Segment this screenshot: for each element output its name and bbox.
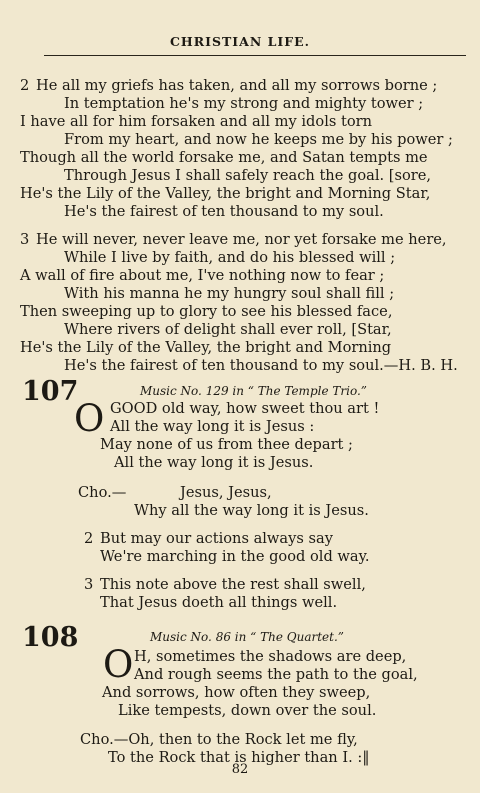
verse-line: That Jesus doeth all things well. — [100, 594, 338, 611]
verse-line: Through Jesus I shall safely reach the goal. [sore, — [64, 167, 431, 184]
verse-line: Where rivers of delight shall ever roll, [Star, — [64, 321, 392, 338]
verse-line: He's the fairest of ten thousand to my soul.—H. B. H. — [64, 357, 458, 374]
hymn-number: 108 — [22, 622, 79, 653]
verse-line: H, sometimes the shadows are deep, — [134, 648, 407, 665]
verse-number: 2 — [84, 530, 94, 547]
drop-cap: O — [74, 397, 105, 440]
verse-line: With his manna he my hungry soul shall fill ; — [64, 285, 395, 302]
verse-line: He's the Lily of the Valley, the bright and Morning Star, — [20, 185, 431, 202]
verse-line: He's the Lily of the Valley, the bright and Morning — [20, 339, 392, 356]
chorus-line: To the Rock that is higher than I. :‖ — [108, 749, 370, 766]
verse-line: While I live by faith, and do his blessed will ; — [64, 249, 396, 266]
page-number: 82 — [231, 762, 249, 777]
chorus-line: Why all the way long it is Jesus. — [134, 502, 369, 519]
verse-line: Like tempests, down over the soul. — [118, 702, 377, 719]
verse-line: A wall of fire about me, I've nothing now to fear ; — [20, 267, 385, 284]
verse-line: From my heart, and now he keeps me by his power ; — [64, 131, 453, 148]
music-reference: Music No. 129 in “ The Temple Trio.” — [140, 384, 367, 398]
verse-line: I have all for him forsaken and all my idols torn — [20, 113, 373, 130]
verse-line: In temptation he's my strong and mighty tower ; — [64, 95, 424, 112]
page-header: CHRISTIAN LIFE. — [169, 34, 311, 49]
hymn-number: 107 — [22, 376, 79, 407]
verse-line: And sorrows, how often they sweep, — [102, 684, 371, 701]
verse-line: We're marching in the good old way. — [100, 548, 370, 565]
verse-line: He will never, never leave me, nor yet forsake me here, — [36, 231, 447, 248]
chorus-line: Cho.—Oh, then to the Rock let me fly, — [80, 731, 358, 748]
verse-line: Though all the world forsake me, and Satan tempts me — [20, 149, 428, 166]
chorus-label: Cho.— — [78, 484, 127, 501]
verse-line: All the way long it is Jesus. — [114, 454, 314, 471]
verse-line: This note above the rest shall swell, — [100, 576, 366, 593]
verse-line: He all my griefs has taken, and all my sorrows borne ; — [36, 77, 438, 94]
verse-line: GOOD old way, how sweet thou art ! — [110, 400, 380, 417]
verse-line: May none of us from thee depart ; — [100, 436, 353, 453]
header-rule — [44, 55, 466, 56]
verse-line: He's the fairest of ten thousand to my soul. — [64, 203, 384, 220]
verse-line: Then sweeping up to glory to see his blessed face, — [20, 303, 393, 320]
drop-cap: O — [103, 643, 134, 686]
verse-number: 3 — [20, 231, 30, 248]
verse-number: 3 — [84, 576, 94, 593]
chorus-line: Jesus, Jesus, — [180, 484, 272, 501]
verse-number: 2 — [20, 77, 30, 94]
verse-line: But may our actions always say — [100, 530, 333, 547]
verse-line: And rough seems the path to the goal, — [134, 666, 418, 683]
music-reference: Music No. 86 in “ The Quartet.” — [150, 630, 344, 644]
verse-line: All the way long it is Jesus : — [110, 418, 315, 435]
